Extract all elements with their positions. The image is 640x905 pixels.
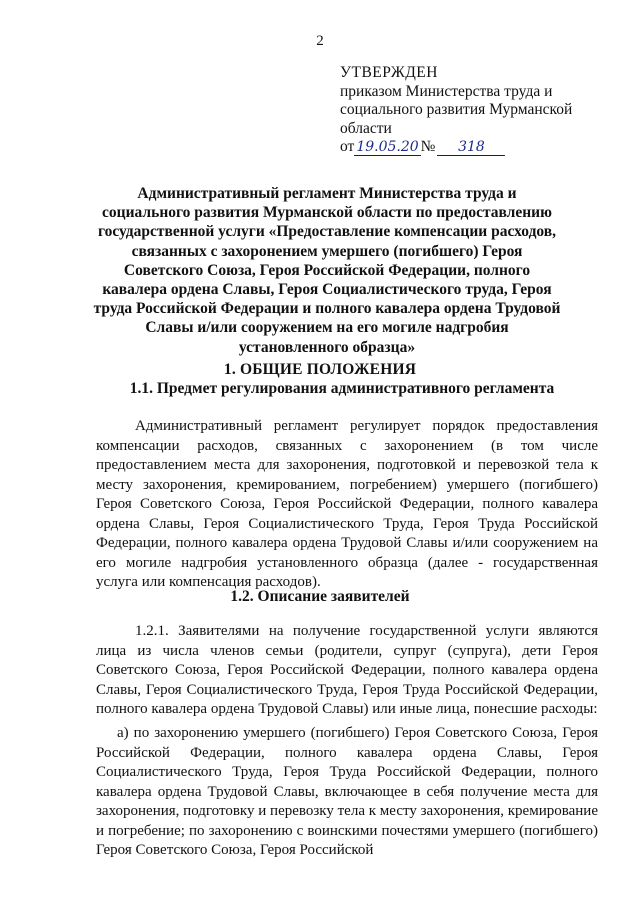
section-1-2-1-paragraph: 1.2.1. Заявителями на получение государственной услуги являются лица из числа членов семьи (родители, супруг (супруга), дети Героя Советского Союза, Героя Российской Федерации, полного кавалера ордена Славы, Героя Социалистического Труда, Героя Труда Российской Федерации, полного кавалера ордена Трудовой Славы) или иные лица, понесшие расходы:: [96, 623, 598, 717]
approval-date-number-line: [340, 138, 600, 157]
approval-order-line-2: социального развития Мурманской: [340, 101, 573, 118]
approval-order-line-3: области: [340, 119, 392, 137]
section-1-2-1-a-paragraph: а) по захоронению умершего (погибшего) Героя Советского Союза, Героя Российской Федерации, полного кавалера ордена Славы, Героя Социалистического Труда, Героя Труда Российской Федерации, полного кавалера ордена Трудовой Славы, включающее в себя получение места для захоронения, подготовку и перевозку тела к месту захоронения, кремирование и погребение; по захоронению с воинскими почестями умершего (погибшего) Героя Советского Союза, Героя Российской: [96, 725, 598, 858]
number-prefix: №: [420, 138, 436, 155]
date-prefix: от: [340, 138, 355, 155]
approval-order-line-1: приказом Министерства труда и: [340, 82, 553, 100]
page-number: 2: [316, 33, 324, 49]
section-1-heading-block: [0, 360, 640, 398]
section-1-1-paragraph: Административный регламент регулирует порядок предоставления компенсации расходов, связанных с захоронением (в том числе предоставлением места для захоронения, подготовкой и перевозкой тела к месту захоронения, кремированием, погребением) умершего (погибшего) Героя Советского Союза, Героя Российской Федерации, полного кавалера ордена Славы, Героя Социалистического Труда, Героя Труда Российской Федерации, полного кавалера ордена Трудовой Славы и/или сооружением на его могиле надгробия установленного образца (далее - государственная услуга или компенсация расходов).: [96, 418, 598, 590]
approval-stamp-block: [340, 64, 600, 157]
handwritten-number: 318: [437, 139, 505, 156]
section-1-1-title: 1.1. Предмет регулирования административного регламента: [129, 380, 555, 397]
section-1-title: 1. ОБЩИЕ ПОЛОЖЕНИЯ: [223, 361, 417, 378]
section-1-2-title: 1.2. Описание заявителей: [230, 588, 410, 605]
document-title: Административный регламент Министерства труда и социального развития Мурманской области по предоставлению государственной услуги «Предоставление компенсации расходов, связанных с захоронением умершего (погибшего) Героя Советского Союза, Героя Российской Федерации, полного кавалера ордена Славы, Героя Социалистического труда, Героя труда Российской Федерации и полного кавалера ордена Трудовой Славы и/или сооружением на его могиле надгробия установленного образца»: [93, 185, 561, 356]
handwritten-date: 19.05.20: [356, 139, 419, 155]
approved-title: УТВЕРЖДЕН: [340, 64, 438, 81]
